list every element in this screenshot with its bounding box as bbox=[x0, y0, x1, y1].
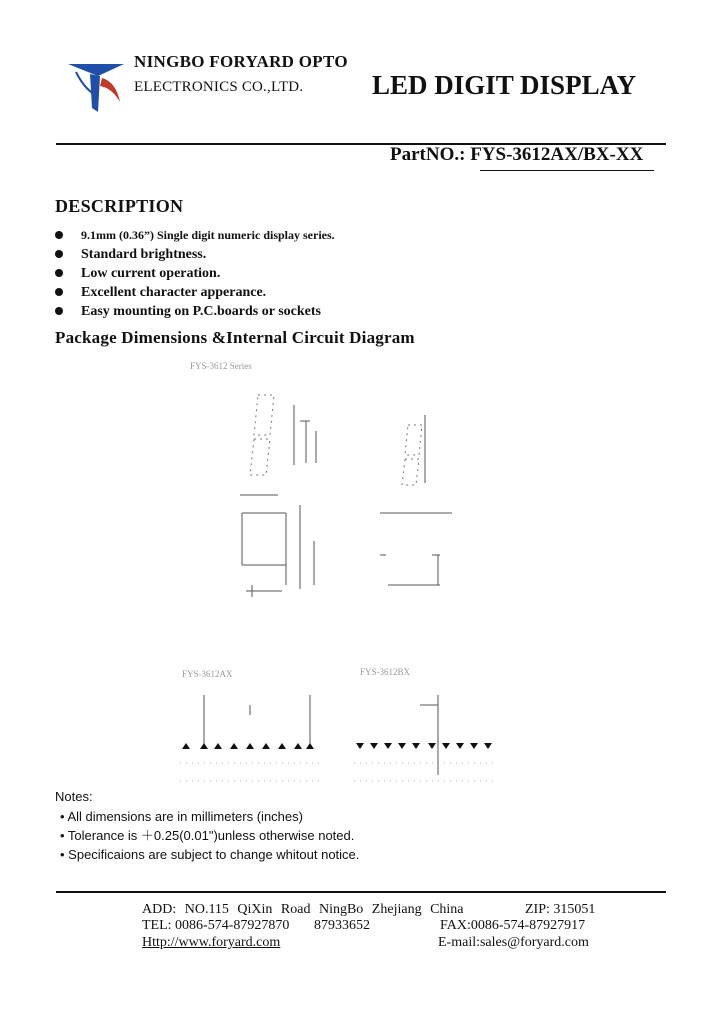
part-number-underline bbox=[480, 170, 654, 171]
note-item: • Tolerance is ＋0.25(0.01")unless otherwise noted. bbox=[60, 828, 355, 843]
feature-text: Low current operation. bbox=[81, 266, 221, 281]
footer-zip: ZIP: 315051 bbox=[525, 902, 596, 917]
circuit-label-bx: FYS-3612BX bbox=[360, 667, 411, 677]
footer-website-link[interactable]: Http://www.foryard.com bbox=[142, 935, 281, 950]
feature-item bbox=[55, 226, 335, 245]
footer-divider bbox=[56, 891, 666, 893]
feature-item bbox=[55, 245, 335, 264]
company-name-line2: ELECTRONICS CO.,LTD. bbox=[134, 79, 304, 95]
bullet-icon bbox=[55, 250, 63, 258]
feature-item bbox=[55, 302, 335, 321]
footer-address: ADD: NO.115 QiXin Road NingBo Zhejiang China bbox=[142, 902, 464, 917]
bullet-icon bbox=[55, 269, 63, 277]
bullet-icon bbox=[55, 231, 63, 239]
feature-text: 9.1mm (0.36”) Single digit numeric display series. bbox=[81, 228, 335, 242]
footer-tel: TEL: 0086-574-87927870 bbox=[142, 918, 290, 933]
footer-tel2: 87933652 bbox=[314, 918, 370, 933]
part-number: PartNO.: FYS-3612AX/BX-XX bbox=[390, 144, 644, 165]
bullet-icon bbox=[55, 307, 63, 315]
feature-text: Easy mounting on P.C.boards or sockets bbox=[81, 304, 321, 319]
notes-title: Notes: bbox=[55, 789, 93, 804]
series-label: FYS-3612 Series bbox=[190, 361, 252, 371]
feature-item bbox=[55, 264, 335, 283]
footer-fax: FAX:0086-574-87927917 bbox=[440, 918, 586, 933]
footer-email: E-mail:sales@foryard.com bbox=[438, 935, 589, 950]
package-heading: Package Dimensions &Internal Circuit Diagram bbox=[55, 328, 415, 347]
company-name-line1: NINGBO FORYARD OPTO bbox=[134, 52, 348, 71]
description-heading: DESCRIPTION bbox=[55, 196, 184, 216]
feature-text: Standard brightness. bbox=[81, 247, 207, 262]
package-dimension-drawing bbox=[170, 355, 510, 785]
bullet-icon bbox=[55, 288, 63, 296]
feature-list bbox=[55, 226, 335, 321]
notes-list bbox=[60, 807, 359, 864]
circuit-label-ax: FYS-3612AX bbox=[182, 669, 233, 679]
note-item: • All dimensions are in millimeters (inches) bbox=[60, 809, 303, 824]
note-item: • Specificaions are subject to change whitout notice. bbox=[60, 847, 360, 862]
feature-item bbox=[55, 283, 335, 302]
document-title: LED DIGIT DISPLAY bbox=[372, 70, 637, 100]
feature-text: Excellent character apperance. bbox=[81, 285, 267, 300]
foryard-logo-icon bbox=[66, 58, 132, 114]
